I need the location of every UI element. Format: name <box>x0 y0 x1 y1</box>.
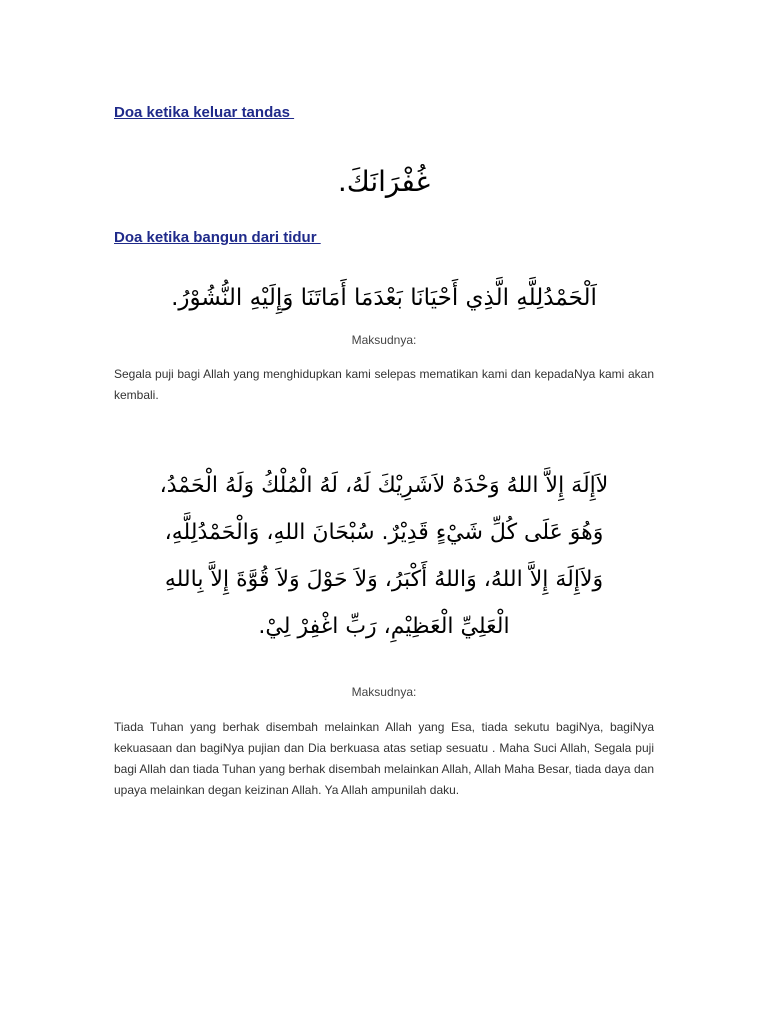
heading-doa-bangun-tidur[interactable]: Doa ketika bangun dari tidur <box>114 229 321 246</box>
arabic-zikir-line-3: وَلاَإِلَهَ إِلاَّ اللهُ، وَاللهُ أَكْبَرُ، وَلاَ حَوْلَ وَلاَ قُوَّةَ إِلاَّ بِاللهِ <box>164 567 604 592</box>
arabic-doa-bangun-tidur: اَلْحَمْدُلِلَّهِ الَّذِي أَحْيَانَا بَعْدَمَا أَمَاتَنَا وَإِلَيْهِ النُّشُوْرُ. <box>171 285 597 311</box>
meaning-label-zikir: Maksudnya: <box>351 685 417 699</box>
arabic-zikir-line-2: وَهُوَ عَلَى كُلِّ شَيْءٍ قَدِيْرٌ. سُبْحَانَ اللهِ، وَالْحَمْدُلِلَّهِ، <box>164 520 604 545</box>
arabic-doa-keluar-tandas: غُفْرَانَكَ. <box>337 165 431 198</box>
arabic-zikir-line-1: لاَإِلَهَ إِلاَّ اللهُ وَحْدَهُ لاَشَرِيْكَ لَهُ، لَهُ الْمُلْكُ وَلَهُ الْحَمْدُ، <box>159 473 609 498</box>
meaning-text-bangun-tidur: Segala puji bagi Allah yang menghidupkan kami selepas mematikan kami dan kepadaNya kami akan kembali. <box>114 367 654 402</box>
meaning-text-zikir: Tiada Tuhan yang berhak disembah melainkan Allah yang Esa, tiada sekutu bagiNya, bagiNya kekuasaan dan bagiNya pujian dan Dia berkuasa atas setiap sesuatu . Maha Suci Allah, Segala puji bagi Allah dan tiada Tuhan yang berhak disembah melainkan Allah, Allah Maha Besar, tiada daya dan upaya melainkan degan keizinan Allah. Ya Allah ampunilah daku. <box>114 720 654 797</box>
arabic-zikir-block <box>114 462 654 650</box>
heading-doa-keluar-tandas[interactable]: Doa ketika keluar tandas <box>114 104 295 121</box>
arabic-zikir-line-4: الْعَلِيِّ الْعَظِيْمِ، رَبِّ اغْفِرْ لِيْ. <box>258 614 510 639</box>
meaning-label-bangun-tidur: Maksudnya: <box>351 333 417 347</box>
